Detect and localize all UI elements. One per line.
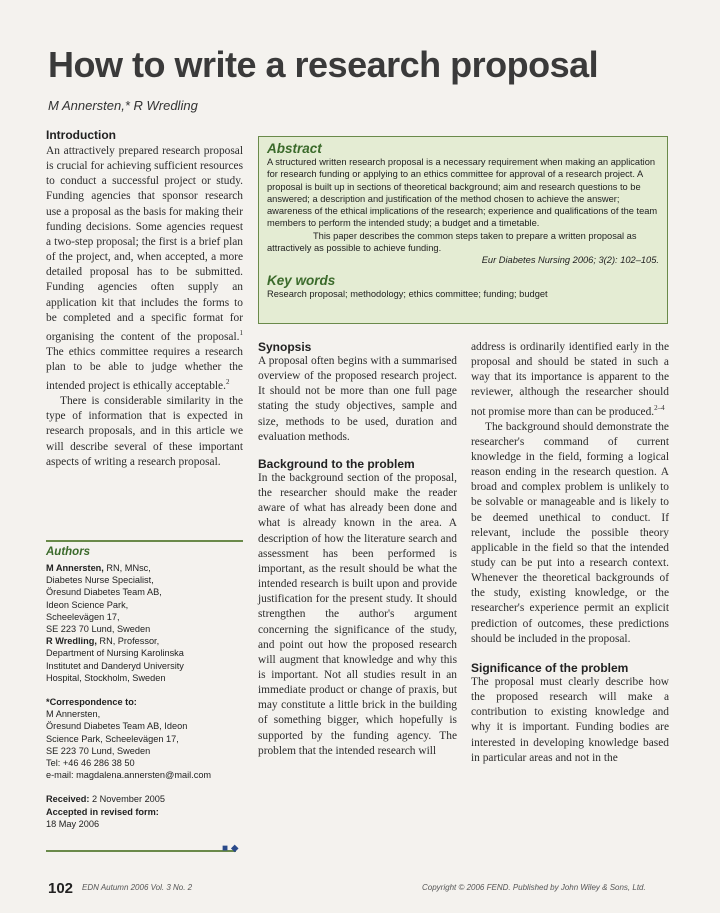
ref-1: 1 [239, 328, 243, 337]
col3-body [471, 340, 669, 647]
page-number: 102 [48, 880, 74, 897]
abstract-heading: Abstract [267, 141, 322, 156]
author-2-line: Department of Nursing Karolinska [46, 648, 184, 659]
author-1 [46, 562, 243, 635]
end-marker-icon: ■ ◆ [222, 843, 239, 854]
correspondence-line: Science Park, Scheelevägen 17, [46, 733, 179, 744]
introduction-p2: There is considerable similarity in the type of information that is expected in research proposals, and in this article we will describe several of these important aspects of writing a research proposal. [46, 395, 243, 468]
ref-2: 2 [225, 378, 230, 387]
author-1-line: Scheelevägen 17, [46, 611, 120, 622]
abstract-text: A structured written research proposal is a necessary requirement when making an application for research funding or applying to an ethics committee for approval of a research project. A proposal is built up in sections of theoretical background; aim and research questions to be answered; a description and justification of the method chosen to achieve the answer; awareness of the ethical implications of the research; experience and qualifications of the team members to perform the intended study; a budget and a timetable. [267, 157, 658, 229]
background-heading: Background to the problem [258, 456, 415, 471]
author-1-line: Diabetes Nurse Specialist, [46, 575, 154, 586]
received-label: Received: [46, 794, 90, 805]
authors-heading: Authors [46, 546, 91, 558]
dates [46, 793, 243, 830]
abstract-text-2: This paper describes the common steps taken to prepare a written proposal as attractively as possible to achieve funding. [267, 230, 637, 254]
author-1-line: SE 223 70 Lund, Sweden [46, 624, 151, 635]
abstract-citation: Eur Diabetes Nursing 2006; 3(2): 102–105. [481, 255, 659, 266]
correspondence [46, 696, 243, 781]
author-2-line: Institutet and Danderyd University [46, 660, 184, 671]
significance-heading: Significance of the problem [471, 660, 629, 675]
introduction-p1-cont: The ethics committee requires a research plan to be able to judge whether the intended project is ethically acceptable. [46, 345, 243, 392]
col3-p1: address is ordinarily identified early in the proposal and should be stated in such a way that its importance is apparent to the reviewer, although the researcher should not promise more than can be produced. [471, 341, 669, 418]
abstract-box [258, 136, 668, 324]
column-right [471, 340, 669, 766]
introduction-p1: An attractively prepared research proposal is crucial for achieving sufficient resources to conduct a successful project or study. Funding agencies that sponsor research use a proposal as the basis for making their funding decisions. Some agencies request a two-step proposal; the first is a brief plan of the project, and, when accepted, a more detailed proposal has to be submitted. Funding agencies often supply an application kit that includes the forms to be completed and a specific format for organising the content of the proposal. [46, 145, 243, 343]
keywords-heading: Key words [267, 272, 336, 288]
journal-issue: EDN Autumn 2006 Vol. 3 No. 2 [82, 883, 193, 892]
author-byline: M Annersten,* R Wredling [48, 98, 198, 113]
article-title: How to write a research proposal [48, 44, 599, 85]
received-date: 2 November 2005 [89, 794, 166, 805]
ref-2-4: 2–4 [654, 403, 665, 412]
significance-text: The proposal must clearly describe how the proposed research will make a contribution to existing knowledge and why it is important. Funding bodies are interested in developing knowledge based in particular areas and not in the [471, 675, 669, 764]
author-2-degrees: RN, Professor, [96, 636, 160, 647]
column-middle [258, 340, 457, 759]
introduction-section [46, 128, 243, 470]
correspondence-line: Tel: +46 46 286 38 50 [46, 758, 135, 769]
introduction-body [46, 144, 243, 470]
author-1-line: Öresund Diabetes Team AB, [46, 587, 162, 598]
background-text: In the background section of the proposal, the researcher should make the reader aware of what has already been done and what is already known in the area. A description of how the literature search and assessment has been performed is important, as the result should be what the intended research is built upon and provide justification for the present study. It should strengthen the author's argument concerning the significance of the study, and point out how the proposed research will augment that knowledge and why this is important. Not all studies result in an immediate product or change of praxis, but may constitute a little brick in the building of something bigger, which hopefully is supported by the funding agency. The problem that the intended research will [258, 471, 457, 757]
correspondence-line: SE 223 70 Lund, Sweden [46, 745, 151, 756]
author-1-line: Ideon Science Park, [46, 599, 129, 610]
correspondence-line: Öresund Diabetes Team AB, Ideon [46, 721, 188, 732]
copyright: Copyright © 2006 FEND. Published by John Wiley & Sons, Ltd. [422, 883, 646, 892]
author-2-name: R Wredling, [46, 636, 97, 647]
introduction-heading: Introduction [46, 128, 116, 142]
synopsis-text: A proposal often begins with a summarised overview of the proposed research project. It should not be more than one full page stating the study objectives, sample and size, methods to be used, duration and evaluation methods. [258, 355, 457, 443]
accepted-label: Accepted in revised form: [46, 806, 159, 817]
authors-box [46, 540, 243, 858]
synopsis-heading: Synopsis [258, 340, 312, 354]
correspondence-heading: *Correspondence to: [46, 697, 137, 708]
author-2-line: Hospital, Stockholm, Sweden [46, 672, 166, 683]
correspondence-line: M Annersten, [46, 709, 101, 720]
col3-p2: The background should demonstrate the researcher's command of current knowledge in the field, forming a logical reason ending in the research question. A broad and complex problem is unlikely to be solvable or manageable and is likely to be deemed unethical to conduct. If relevant, include the possible theory applicable in the field so that the intended study can be put into a research context. Whenever the theoretical backgrounds of the study, existing knowledge, or the researcher's experience permit an explicit prediction of outcomes, these predictions should be included in the proposal. [471, 420, 669, 645]
accepted-date: 18 May 2006 [46, 818, 100, 829]
author-1-name: M Annersten, [46, 563, 104, 573]
author-2 [46, 635, 243, 684]
author-1-degrees: RN, MNsc, [103, 563, 151, 573]
correspondence-email: e-mail: magdalena.annersten@mail.com [46, 770, 212, 781]
authors-box-rule [46, 850, 236, 852]
keywords-text: Research proposal; methodology; ethics committee; funding; budget [267, 288, 548, 299]
